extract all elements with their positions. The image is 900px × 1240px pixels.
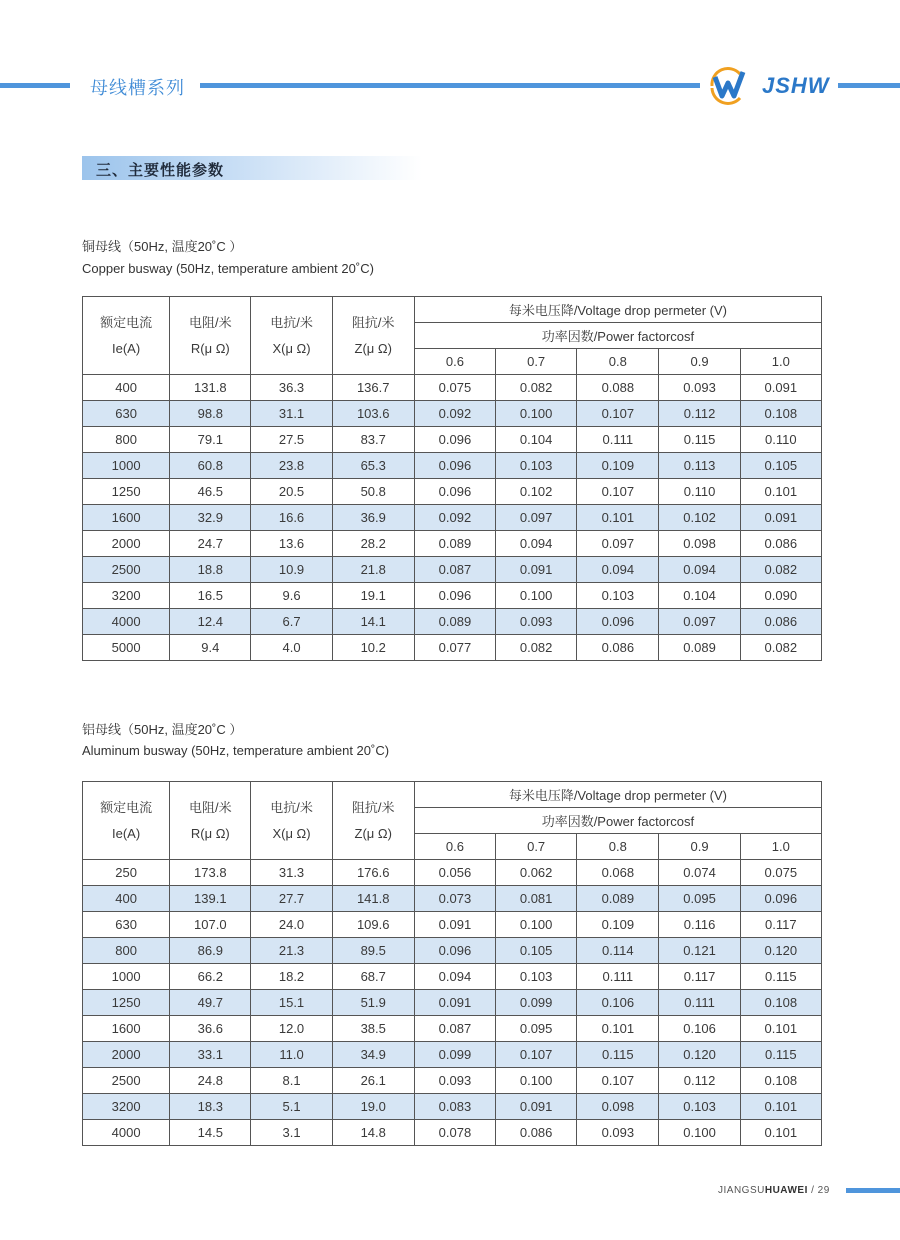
table-cell: 0.091 [496,1094,577,1120]
table-cell: 13.6 [251,531,332,557]
header-power-factor: 功率因数/Power factorcosf [414,808,821,834]
table-row [83,635,822,661]
table-cell: 0.087 [414,557,495,583]
table-cell: 1250 [83,990,170,1016]
table-cell: 49.7 [170,990,251,1016]
table-cell: 0.062 [496,860,577,886]
table-cell: 1600 [83,1016,170,1042]
table-cell: 16.6 [251,505,332,531]
table-cell: 38.5 [332,1016,414,1042]
header-voltage-drop: 每米电压降/Voltage drop permeter (V) [414,297,821,323]
table-cell: 0.099 [496,990,577,1016]
header-rated-current-unit: Ie(A) [112,340,141,356]
header-resistance-unit: R(μ Ω) [190,825,230,841]
table-cell: 0.105 [740,453,821,479]
table-cell: 0.113 [659,453,740,479]
table-cell: 65.3 [332,453,414,479]
table-cell: 0.094 [577,557,659,583]
table-row [83,427,822,453]
header-reactance-cn: 电抗/米 [270,799,313,815]
table-cell: 400 [83,375,170,401]
table-cell: 0.108 [740,401,821,427]
table-cell: 0.096 [740,886,821,912]
table-cell: 0.089 [414,609,495,635]
table-cell: 0.114 [577,938,659,964]
table-cell: 3200 [83,1094,170,1120]
section-title: 三、主要性能参数 [96,162,225,179]
table-cell: 0.109 [577,453,659,479]
header-pf-value: 0.8 [577,349,659,375]
table-cell: 0.100 [659,1120,740,1146]
section-heading [82,156,422,180]
table-cell: 0.082 [496,375,577,401]
table-cell: 98.8 [170,401,251,427]
header-rated-current-cn: 额定电流 [100,799,153,815]
header-bar-middle [200,83,700,88]
header-impedance [332,297,414,375]
table-cell: 0.093 [659,375,740,401]
header-pf-value: 0.9 [659,349,740,375]
table-cell: 250 [83,860,170,886]
table-cell: 0.091 [496,557,577,583]
table-cell: 4000 [83,1120,170,1146]
table-cell: 0.104 [496,427,577,453]
table-cell: 400 [83,886,170,912]
table-cell: 21.8 [332,557,414,583]
table-cell: 36.6 [170,1016,251,1042]
table-cell: 4.0 [251,635,332,661]
table-cell: 0.106 [659,1016,740,1042]
table-cell: 2000 [83,531,170,557]
table-cell: 46.5 [170,479,251,505]
table-cell: 34.9 [332,1042,414,1068]
table-cell: 0.100 [496,912,577,938]
table-cell: 6.7 [251,609,332,635]
table-cell: 0.092 [414,505,495,531]
table-cell: 11.0 [251,1042,332,1068]
header-impedance-cn: 阻抗/米 [351,314,395,330]
table-cell: 0.106 [577,990,659,1016]
table-row [83,964,822,990]
table-row [83,583,822,609]
table-cell: 0.091 [414,990,495,1016]
table-cell: 14.8 [332,1120,414,1146]
header-pf-value: 1.0 [740,834,821,860]
table-cell: 16.5 [170,583,251,609]
table-cell: 0.107 [577,479,659,505]
table-cell: 0.083 [414,1094,495,1120]
table-cell: 0.101 [740,1120,821,1146]
table-cell: 0.117 [659,964,740,990]
footer-company-light: JIANGSU [718,1185,765,1196]
table-row [83,531,822,557]
header-resistance [170,297,251,375]
table-cell: 18.2 [251,964,332,990]
header-rated-current [83,297,170,375]
table-cell: 0.056 [414,860,495,886]
table-cell: 19.1 [332,583,414,609]
table-cell: 139.1 [170,886,251,912]
table-cell: 630 [83,912,170,938]
header-pf-value: 0.9 [659,834,740,860]
header-bar-right [838,83,900,88]
header-pf-value: 0.8 [577,834,659,860]
table-cell: 109.6 [332,912,414,938]
table-row [83,1094,822,1120]
table-cell: 89.5 [332,938,414,964]
table-cell: 4000 [83,609,170,635]
table-cell: 0.102 [659,505,740,531]
table-cell: 0.096 [414,479,495,505]
table-cell: 36.9 [332,505,414,531]
header-pf-value: 0.6 [414,834,495,860]
copper-caption-en: Copper busway (50Hz, temperature ambient 20˚C) [82,261,374,276]
table-cell: 0.107 [577,1068,659,1094]
table-cell: 0.107 [577,401,659,427]
header-resistance-cn: 电阻/米 [189,314,232,330]
table-cell: 0.103 [577,583,659,609]
table-cell: 0.115 [740,964,821,990]
table-cell: 50.8 [332,479,414,505]
header-pf-value: 0.7 [496,834,577,860]
table-cell: 0.101 [740,1016,821,1042]
table-row [83,860,822,886]
table-cell: 0.115 [577,1042,659,1068]
table-cell: 0.082 [496,635,577,661]
table-cell: 0.112 [659,401,740,427]
header-reactance-unit: X(μ Ω) [272,825,311,841]
table-cell: 0.102 [496,479,577,505]
table-cell: 0.112 [659,1068,740,1094]
table-cell: 0.087 [414,1016,495,1042]
table-cell: 630 [83,401,170,427]
table-cell: 0.091 [740,375,821,401]
table-cell: 0.081 [496,886,577,912]
table-cell: 14.1 [332,609,414,635]
table-cell: 0.115 [659,427,740,453]
table-cell: 0.093 [414,1068,495,1094]
table-row [83,453,822,479]
table-cell: 0.091 [414,912,495,938]
header-reactance-cn: 电抗/米 [270,314,313,330]
table-cell: 18.8 [170,557,251,583]
aluminum-caption-cn: 铝母线（50Hz, 温度20˚C ） [82,722,243,737]
table-row [83,938,822,964]
table-cell: 107.0 [170,912,251,938]
header-rated-current-unit: Ie(A) [112,825,141,841]
copper-table-body [83,375,822,661]
table-cell: 24.8 [170,1068,251,1094]
table-cell: 9.4 [170,635,251,661]
table-cell: 0.094 [414,964,495,990]
table-cell: 0.111 [577,427,659,453]
header-reactance-unit: X(μ Ω) [272,340,311,356]
table-row [83,1068,822,1094]
table-cell: 12.4 [170,609,251,635]
table-cell: 60.8 [170,453,251,479]
table-cell: 0.116 [659,912,740,938]
table-cell: 0.097 [577,531,659,557]
table-cell: 31.1 [251,401,332,427]
header-rated-current-cn: 额定电流 [100,314,153,330]
table-cell: 0.110 [659,479,740,505]
table-cell: 1000 [83,453,170,479]
table-cell: 5.1 [251,1094,332,1120]
table-cell: 0.117 [740,912,821,938]
table-cell: 0.086 [496,1120,577,1146]
table-cell: 0.093 [577,1120,659,1146]
table-cell: 0.096 [414,583,495,609]
header-impedance [332,782,414,860]
table-cell: 0.100 [496,583,577,609]
table-cell: 0.095 [659,886,740,912]
header-impedance-unit: Z(μ Ω) [354,340,392,356]
table-cell: 2000 [83,1042,170,1068]
table-row [83,375,822,401]
table-cell: 0.097 [496,505,577,531]
table-cell: 0.068 [577,860,659,886]
brand-name: JSHW [762,73,830,98]
table-cell: 0.115 [740,1042,821,1068]
table-cell: 14.5 [170,1120,251,1146]
table-row [83,609,822,635]
table-cell: 12.0 [251,1016,332,1042]
table-cell: 86.9 [170,938,251,964]
table-row [83,479,822,505]
table-row [83,401,822,427]
table-cell: 24.7 [170,531,251,557]
table-cell: 2500 [83,557,170,583]
table-cell: 800 [83,938,170,964]
table-cell: 0.094 [659,557,740,583]
table-row [83,990,822,1016]
table-cell: 0.089 [577,886,659,912]
table-cell: 32.9 [170,505,251,531]
table-row [83,912,822,938]
header-voltage-drop: 每米电压降/Voltage drop permeter (V) [414,782,821,808]
table-cell: 103.6 [332,401,414,427]
table-cell: 51.9 [332,990,414,1016]
table-cell: 0.098 [577,1094,659,1120]
footer-bar [846,1188,900,1193]
header-resistance [170,782,251,860]
table-cell: 0.090 [740,583,821,609]
table-cell: 173.8 [170,860,251,886]
header-resistance-cn: 电阻/米 [189,799,232,815]
table-cell: 28.2 [332,531,414,557]
table-cell: 21.3 [251,938,332,964]
header-reactance [251,782,332,860]
table-cell: 141.8 [332,886,414,912]
table-cell: 0.095 [496,1016,577,1042]
logo-emblem-icon [706,66,762,106]
table-cell: 0.111 [577,964,659,990]
table-cell: 0.099 [414,1042,495,1068]
table-cell: 0.086 [577,635,659,661]
table-cell: 0.086 [740,531,821,557]
table-cell: 136.7 [332,375,414,401]
table-cell: 0.094 [496,531,577,557]
table-cell: 0.092 [414,401,495,427]
copper-caption-cn: 铜母线（50Hz, 温度20˚C ） [82,239,243,254]
table-cell: 0.101 [577,505,659,531]
table-cell: 0.075 [414,375,495,401]
table-cell: 0.104 [659,583,740,609]
table-cell: 0.110 [740,427,821,453]
table-cell: 15.1 [251,990,332,1016]
header-bar-left [0,83,70,88]
table-cell: 0.088 [577,375,659,401]
table-cell: 0.109 [577,912,659,938]
table-cell: 5000 [83,635,170,661]
table-cell: 0.075 [740,860,821,886]
header-pf-value: 1.0 [740,349,821,375]
header-reactance [251,297,332,375]
table-cell: 19.0 [332,1094,414,1120]
table-cell: 0.082 [740,557,821,583]
footer-company-bold: HUAWEI [764,1185,808,1196]
header-title: 母线槽系列 [90,78,185,98]
table-cell: 0.101 [740,479,821,505]
table-row [83,505,822,531]
table-cell: 26.1 [332,1068,414,1094]
table-cell: 23.8 [251,453,332,479]
brand-logo [706,66,834,106]
table-cell: 83.7 [332,427,414,453]
table-cell: 1000 [83,964,170,990]
table-cell: 0.101 [577,1016,659,1042]
table-cell: 0.086 [740,609,821,635]
table-cell: 800 [83,427,170,453]
header-pf-value: 0.7 [496,349,577,375]
table-cell: 0.100 [496,401,577,427]
table-cell: 0.096 [414,453,495,479]
table-cell: 0.103 [659,1094,740,1120]
table-cell: 0.100 [496,1068,577,1094]
table-row [83,1016,822,1042]
table-cell: 27.5 [251,427,332,453]
table-cell: 79.1 [170,427,251,453]
copper-busway-table [82,296,822,661]
header-pf-value: 0.6 [414,349,495,375]
table-cell: 8.1 [251,1068,332,1094]
aluminum-busway-table [82,781,822,1146]
table-row [83,1042,822,1068]
header-power-factor: 功率因数/Power factorcosf [414,323,821,349]
table-cell: 0.120 [740,938,821,964]
table-cell: 18.3 [170,1094,251,1120]
header-impedance-unit: Z(μ Ω) [354,825,392,841]
table-cell: 24.0 [251,912,332,938]
table-cell: 1250 [83,479,170,505]
table-cell: 10.2 [332,635,414,661]
table-cell: 0.108 [740,1068,821,1094]
table-cell: 0.098 [659,531,740,557]
table-cell: 0.096 [414,427,495,453]
table-cell: 2500 [83,1068,170,1094]
table-row [83,557,822,583]
table-cell: 0.101 [740,1094,821,1120]
aluminum-caption-en: Aluminum busway (50Hz, temperature ambient 20˚C) [82,743,390,758]
table-cell: 176.6 [332,860,414,886]
table-cell: 0.097 [659,609,740,635]
table-cell: 3.1 [251,1120,332,1146]
table-cell: 1600 [83,505,170,531]
table-cell: 0.120 [659,1042,740,1068]
table-row [83,1120,822,1146]
table-cell: 68.7 [332,964,414,990]
table-cell: 0.096 [414,938,495,964]
table-cell: 33.1 [170,1042,251,1068]
table-cell: 0.103 [496,453,577,479]
table-cell: 27.7 [251,886,332,912]
table-cell: 0.121 [659,938,740,964]
table-cell: 36.3 [251,375,332,401]
table-cell: 131.8 [170,375,251,401]
table-cell: 0.091 [740,505,821,531]
table-cell: 31.3 [251,860,332,886]
header-resistance-unit: R(μ Ω) [190,340,230,356]
table-cell: 20.5 [251,479,332,505]
table-cell: 0.096 [577,609,659,635]
table-cell: 10.9 [251,557,332,583]
table-cell: 0.107 [496,1042,577,1068]
table-cell: 3200 [83,583,170,609]
table-cell: 0.077 [414,635,495,661]
header-rated-current [83,782,170,860]
table-row [83,886,822,912]
page-number: / 29 [811,1185,830,1196]
table-cell: 0.103 [496,964,577,990]
table-cell: 0.089 [414,531,495,557]
table-cell: 0.078 [414,1120,495,1146]
table-cell: 9.6 [251,583,332,609]
table-cell: 66.2 [170,964,251,990]
table-cell: 0.082 [740,635,821,661]
table-cell: 0.108 [740,990,821,1016]
footer-company [718,1185,830,1196]
header-impedance-cn: 阻抗/米 [351,799,395,815]
table-cell: 0.093 [496,609,577,635]
table-cell: 0.105 [496,938,577,964]
table-cell: 0.073 [414,886,495,912]
table-cell: 0.074 [659,860,740,886]
aluminum-table-body [83,860,822,1146]
table-cell: 0.111 [659,990,740,1016]
table-cell: 0.089 [659,635,740,661]
